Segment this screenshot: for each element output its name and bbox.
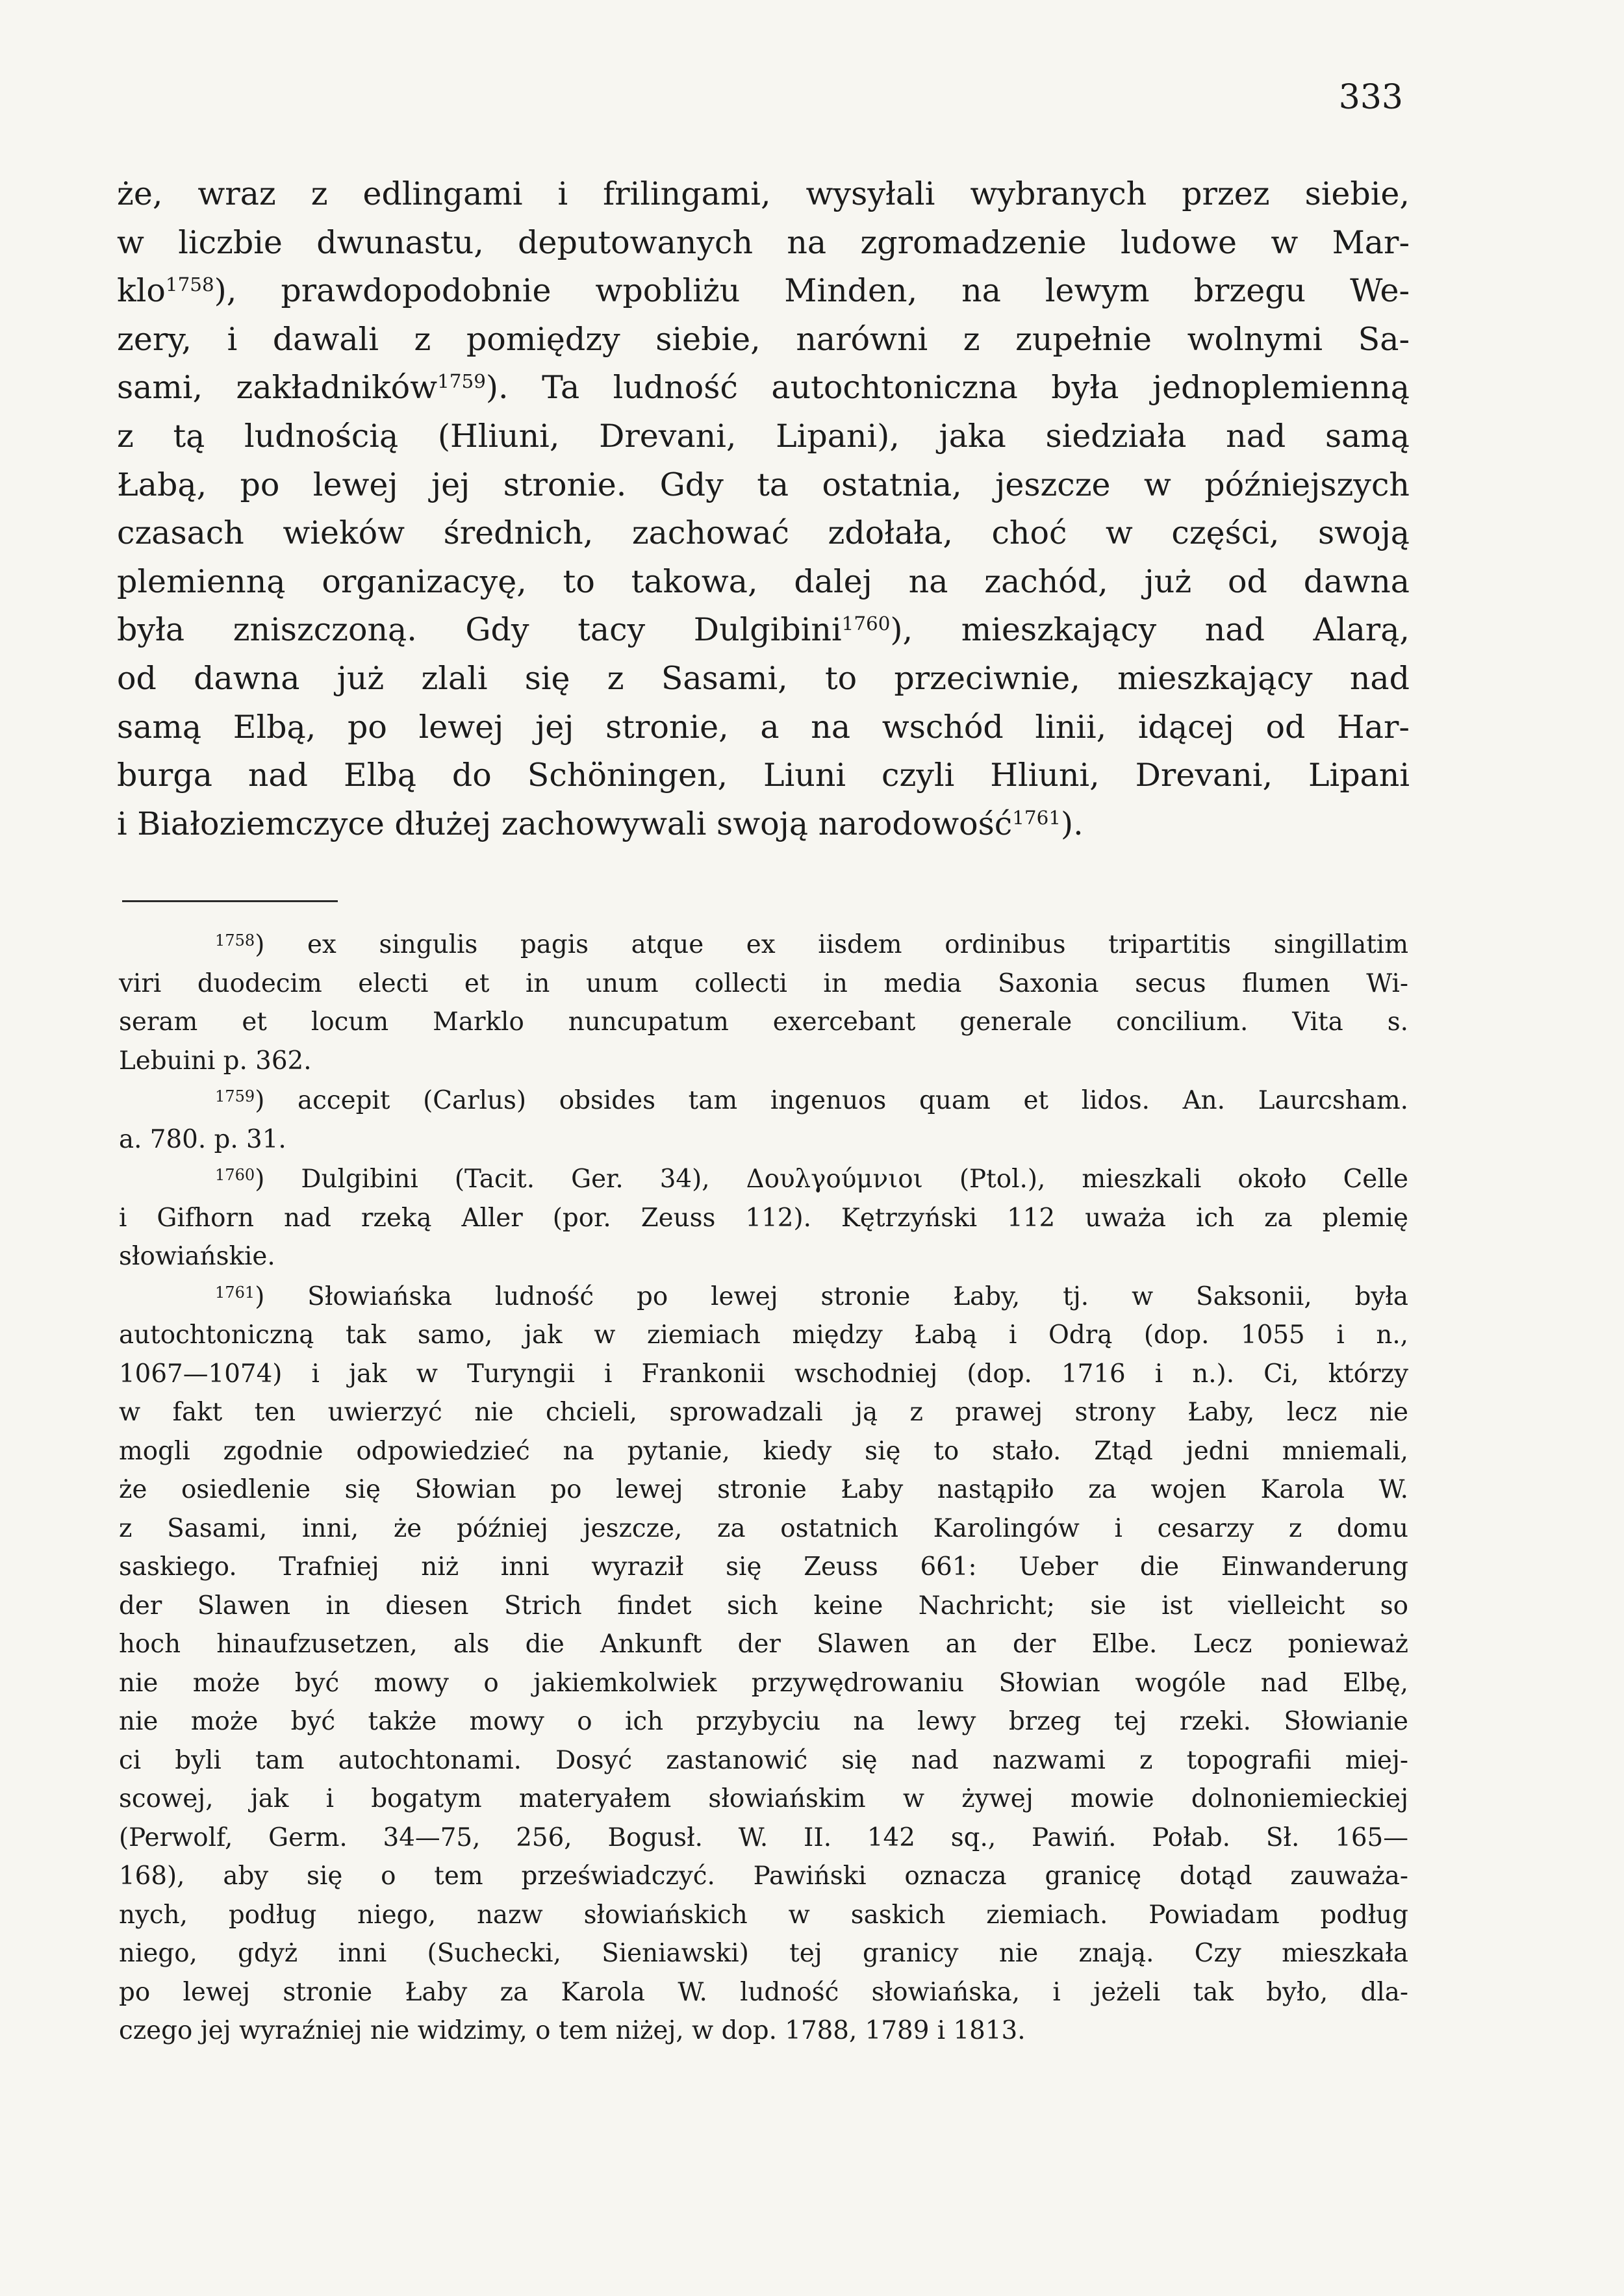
footnote-text: accepit (Carlus) obsides tam ingenuos quam et lidos. An. Laurcsham.	[298, 1086, 1409, 1115]
footnote-text: scowej, jak i bogatym materyałem słowiańskim w żywej mowie dolnoniemieckiej	[119, 1784, 1408, 1813]
footnote-text: 1067—1074) i jak w Turyngii i Frankonii wschodniej (dop. 1716 i n.). Ci, którzy	[119, 1359, 1408, 1389]
footnote-number: 1761	[215, 1283, 255, 1302]
text-segment: klo	[117, 272, 166, 310]
footnote	[119, 1278, 1408, 2050]
text-segment: była zniszczoną. Gdy tacy Dulgibini	[117, 611, 842, 649]
text-segment: ), prawdopodobnie wpobliżu Minden, na lewym brzegu We-	[214, 272, 1410, 310]
footnote-text: a. 780. p. 31.	[119, 1124, 286, 1154]
footnote-line	[119, 1702, 1408, 1741]
footnote-number: 1760	[215, 1166, 255, 1185]
footnote-line	[119, 926, 1408, 965]
footnote-number: 1758	[215, 931, 255, 950]
footnote-line	[119, 2012, 1408, 2050]
text-line	[117, 751, 1410, 800]
text-segment: z tą ludnością (Hliuni, Drevani, Lipani), jaka siedziała nad samą	[117, 417, 1410, 455]
text-segment: zery, i dawali z pomiędzy siebie, narówni z zupełnie wolnymi Sa-	[117, 320, 1410, 358]
text-line	[117, 461, 1410, 510]
footnote	[119, 926, 1408, 1080]
text-line	[117, 316, 1410, 364]
footnote-text: hoch hinaufzusetzen, als die Ankunft der Slawen an der Elbe. Lecz ponieważ	[119, 1630, 1408, 1659]
footnote-text: (Perwolf, Germ. 34—75, 256, Bogusł. W. II. 142 sq., Pawiń. Połab. Sł. 165—	[119, 1823, 1408, 1852]
text-segment: ), mieszkający nad Alarą,	[890, 611, 1410, 649]
text-segment: sami, zakładników	[117, 369, 438, 407]
footnote-text: nych, podług niego, nazw słowiańskich w saskich ziemiach. Powiadam podług	[119, 1900, 1408, 1930]
footnote-line	[119, 1081, 1408, 1120]
footnote-line	[119, 1780, 1408, 1819]
footnote-line	[119, 1625, 1408, 1664]
footnote-text: Dulgibini (Tacit. Ger. 34), Δουλγούμνιοι (Ptol.), mieszkali około Celle	[301, 1165, 1409, 1194]
footnote-line	[119, 965, 1408, 1003]
footnote-line	[119, 1857, 1408, 1896]
footnote-line	[119, 1278, 1408, 1317]
text-segment: Łabą, po lewej jej stronie. Gdy ta ostatnia, jeszcze w późniejszych	[117, 466, 1410, 503]
footnote-text: i Gifhorn nad rzeką Aller (por. Zeuss 112). Kętrzyński 112 uważa ich za plemię	[119, 1203, 1408, 1233]
footnote-line	[119, 1003, 1408, 1042]
text-segment: ). Ta ludność autochtoniczna była jednoplemienną	[485, 369, 1410, 407]
footnote-separator	[122, 900, 338, 902]
footnote-text: viri duodecim electi et in unum collecti in media Saxonia secus flumen Wi-	[119, 968, 1408, 998]
text-line	[117, 509, 1410, 558]
footnote-text: ci byli tam autochtonami. Dosyć zastanowić się nad nazwami z topografii miej-	[119, 1745, 1408, 1775]
text-segment: plemienną organizacyę, to takowa, dalej na zachód, już od dawna	[117, 562, 1410, 600]
footnote-line	[119, 1973, 1408, 2012]
footnote-line	[119, 1237, 1408, 1276]
footnote-line	[119, 1316, 1408, 1355]
footnote-text: seram et locum Marklo nuncupatum exercebant generale concilium. Vita s.	[119, 1007, 1408, 1037]
footnote-ref: 1758	[165, 273, 214, 296]
footnote-line	[119, 1548, 1408, 1587]
footnote-text: saskiego. Trafniej niż inni wyraził się Zeuss 661: Ueber die Einwanderung	[119, 1552, 1408, 1582]
text-segment: samą Elbą, po lewej jej stronie, a na wschód linii, idącej od Har-	[117, 708, 1410, 746]
text-line	[117, 558, 1410, 607]
text-segment: czasach wieków średnich, zachować zdołała, choć w części, swoją	[117, 514, 1410, 552]
text-line	[117, 170, 1410, 219]
text-line	[117, 800, 1410, 849]
footnote-line	[119, 1160, 1408, 1199]
footnote-line	[119, 1393, 1408, 1432]
text-segment: ).	[1061, 805, 1084, 842]
text-line	[117, 267, 1410, 316]
footnote-text: 168), aby się o tem przeświadczyć. Pawiński oznacza granicę dotąd zauważa-	[119, 1861, 1408, 1891]
footnote-text: słowiańskie.	[119, 1242, 275, 1271]
footnote-text: z Sasami, inni, że później jeszcze, za ostatnich Karolingów i cesarzy z domu	[119, 1513, 1408, 1543]
footnote-text: nie może być także mowy o ich przybyciu na lewy brzeg tej rzeki. Słowianie	[119, 1707, 1408, 1736]
footnote-ref: 1760	[841, 612, 891, 635]
footnote-line	[119, 1664, 1408, 1703]
footnote-number: 1759	[215, 1087, 255, 1106]
footnote-text: autochtoniczną tak samo, jak w ziemiach między Łabą i Odrą (dop. 1055 i n.,	[119, 1320, 1408, 1350]
footnote-paren: )	[255, 1281, 308, 1311]
main-text	[117, 170, 1410, 848]
footnote-line	[119, 1355, 1408, 1394]
footnote-line	[119, 1199, 1408, 1238]
footnote-text: czego jej wyraźniej nie widzimy, o tem niżej, w dop. 1788, 1789 i 1813.	[119, 2016, 1026, 2045]
text-line	[117, 412, 1410, 461]
footnote-text: Słowiańska ludność po lewej stronie Łaby, tj. w Saksonii, była	[307, 1281, 1409, 1311]
footnote-text: der Slawen in diesen Strich findet sich keine Nachricht; sie ist vielleicht so	[119, 1591, 1408, 1621]
footnote-ref: 1761	[1012, 806, 1061, 829]
footnote-ref: 1759	[437, 370, 486, 393]
text-segment: burga nad Elbą do Schöningen, Liuni czyli Hliuni, Drevani, Lipani	[117, 757, 1410, 794]
footnote-line	[119, 1741, 1408, 1780]
footnote-line	[119, 1819, 1408, 1858]
text-segment: że, wraz z edlingami i frilingami, wysyłali wybranych przez siebie,	[117, 175, 1410, 212]
text-segment: i Białoziemczyce dłużej zachowywali swoją narodowość	[117, 805, 1013, 842]
footnote-text: po lewej stronie Łaby za Karola W. ludność słowiańska, i jeżeli tak było, dla-	[119, 1977, 1408, 2007]
footnote-line	[119, 1432, 1408, 1471]
text-line	[117, 703, 1410, 752]
footnote-text: mogli zgodnie odpowiedzieć na pytanie, kiedy się to stało. Ztąd jedni mniemali,	[119, 1436, 1408, 1466]
footnote-text: nie może być mowy o jakiemkolwiek przywędrowaniu Słowian wogóle nad Elbę,	[119, 1668, 1408, 1698]
footnote-text: ex singulis pagis atque ex iisdem ordinibus tripartitis singillatim	[307, 930, 1408, 959]
footnote	[119, 1160, 1408, 1276]
footnote-line	[119, 1587, 1408, 1626]
footnote-paren: )	[255, 1165, 301, 1194]
footnote-line	[119, 1120, 1408, 1159]
footnote-line	[119, 1896, 1408, 1935]
footnote-line	[119, 1042, 1408, 1081]
footnote-line	[119, 1470, 1408, 1509]
page-number: 333	[1338, 78, 1403, 117]
text-line	[117, 364, 1410, 412]
footnote	[119, 1081, 1408, 1159]
footnote-line	[119, 1934, 1408, 1973]
text-segment: w liczbie dwunastu, deputowanych na zgromadzenie ludowe w Mar-	[117, 223, 1410, 261]
text-segment: od dawna już zlali się z Sasami, to przeciwnie, mieszkający nad	[117, 659, 1410, 697]
footnote-line	[119, 1509, 1408, 1548]
footnote-text: niego, gdyż inni (Suchecki, Sieniawski) tej granicy nie znają. Czy mieszkała	[119, 1939, 1408, 1968]
footnotes	[119, 926, 1408, 2050]
footnote-text: że osiedlenie się Słowian po lewej stronie Łaby nastąpiło za wojen Karola W.	[119, 1475, 1408, 1504]
text-line	[117, 655, 1410, 703]
text-line	[117, 606, 1410, 655]
footnote-paren: )	[255, 930, 307, 959]
footnote-paren: )	[255, 1086, 298, 1115]
text-line	[117, 219, 1410, 268]
footnote-text: Lebuini p. 362.	[119, 1046, 312, 1076]
footnote-text: w fakt ten uwierzyć nie chcieli, sprowadzali ją z prawej strony Łaby, lecz nie	[119, 1398, 1408, 1427]
